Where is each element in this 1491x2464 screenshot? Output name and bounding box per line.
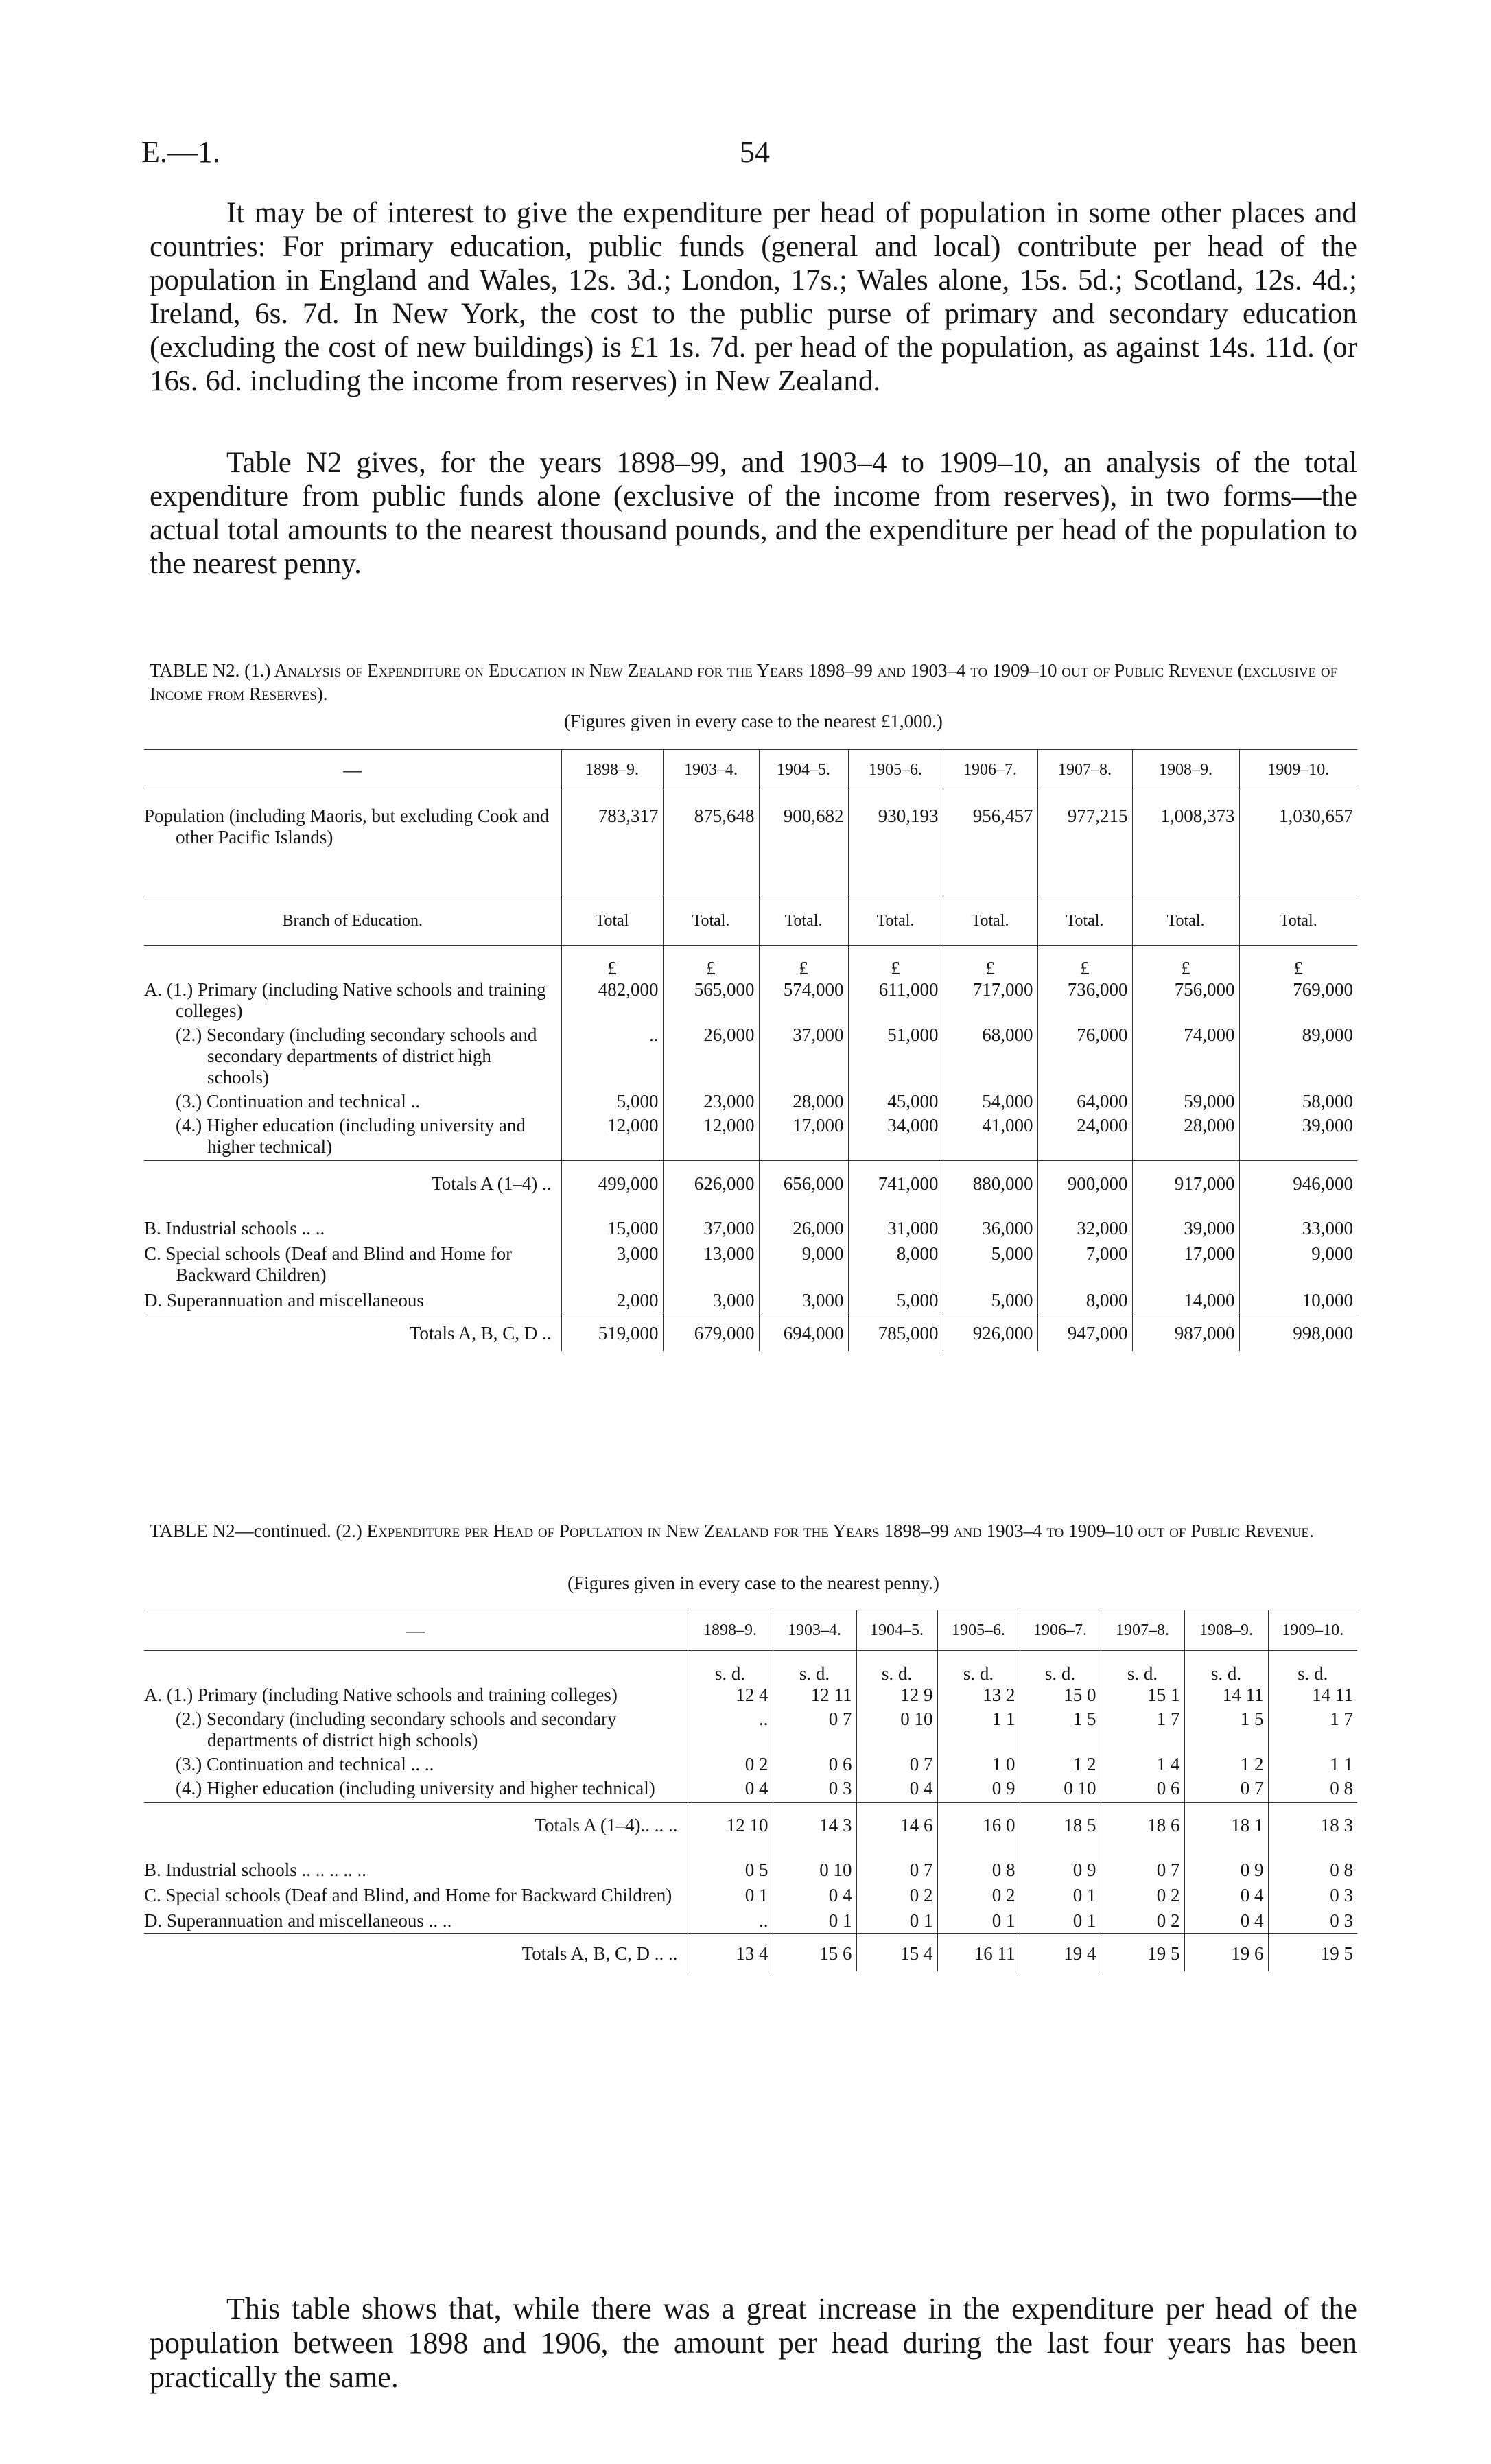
- table1-pound-sign: £: [1132, 946, 1239, 980]
- table1-row-a1-value: 482,000: [561, 979, 663, 1024]
- table2-row-a3-value: 0 7: [856, 1754, 937, 1778]
- table2-totals-a-value: 12 10: [688, 1803, 773, 1849]
- table2-sd-head: s. d.: [773, 1651, 856, 1685]
- intro-paragraph-1: [150, 196, 1357, 398]
- table1-totals-abcd-value: 519,000: [561, 1313, 663, 1352]
- table2-row-d-value: 0 4: [1184, 1908, 1268, 1934]
- table2-row-c: [144, 1882, 1357, 1908]
- table2-row-b-value: 0 7: [856, 1849, 937, 1882]
- table1-row-d-value: 3,000: [759, 1287, 848, 1313]
- table2-row-a2-value: 1 7: [1101, 1709, 1184, 1754]
- table2-year-1: 1903–4.: [773, 1610, 856, 1651]
- table1-branch-header-row: [144, 895, 1357, 946]
- table1-row-a3: [144, 1091, 1357, 1115]
- table2-totals-abcd-value: 13 4: [688, 1934, 773, 1972]
- table1-pound-sign: £: [1037, 946, 1132, 980]
- table1-row-a1-value: 717,000: [943, 979, 1037, 1024]
- table1-row-c-value: 7,000: [1037, 1241, 1132, 1287]
- table1-pound-row: [144, 946, 1357, 980]
- table1-row-b-value: 33,000: [1239, 1207, 1357, 1241]
- table1-totals-a-value: 880,000: [943, 1161, 1037, 1208]
- table1-year-7: 1909–10.: [1239, 750, 1357, 790]
- table2-row-a2-value: ..: [688, 1709, 773, 1754]
- table2-row-a3: [144, 1754, 1357, 1778]
- table2-title: (2.) Expenditure per Head of Population in New Zealand for the Years 1898–99 and 1903–4 to 1909–10 out of Public Revenue.: [336, 1521, 1314, 1541]
- table1-row-b-value: 39,000: [1132, 1207, 1239, 1241]
- table1-row-a1-value: 611,000: [848, 979, 943, 1024]
- table2-row-a2-value: 1 1: [937, 1709, 1020, 1754]
- table1-row-c-value: 5,000: [943, 1241, 1037, 1287]
- closing-paragraph: [150, 2292, 1357, 2395]
- table2-totals-a-value: 14 3: [773, 1803, 856, 1849]
- table1-totals-abcd-label: Totals A, B, C, D ..: [144, 1313, 561, 1352]
- table2-row-d-value: 0 1: [773, 1908, 856, 1934]
- table2-sd-head: s. d.: [1101, 1651, 1184, 1685]
- table2-row-a1-value: 15 1: [1101, 1685, 1184, 1709]
- table1-pound-sign: £: [759, 946, 848, 980]
- table1-row-d-value: 8,000: [1037, 1287, 1132, 1313]
- table2-row-d-value: 0 1: [1020, 1908, 1101, 1934]
- table1-row-b-value: 31,000: [848, 1207, 943, 1241]
- table2-row-a2-value: 1 5: [1020, 1709, 1101, 1754]
- table2-totals-abcd: [144, 1934, 1357, 1972]
- table2-sd-head: s. d.: [937, 1651, 1020, 1685]
- table1-caption: [150, 659, 1357, 705]
- table2-sd-head: s. d.: [1268, 1651, 1357, 1685]
- table2-row-a2-value: 0 10: [856, 1709, 937, 1754]
- table2-row-a3-value: 0 2: [688, 1754, 773, 1778]
- table1-row-a4-label: (4.) Higher education (including university and higher technical): [176, 1115, 526, 1157]
- table2-row-c-value: 0 4: [773, 1882, 856, 1908]
- table2-row-a1-value: 14 11: [1268, 1685, 1357, 1709]
- table2-row-a2-label: (2.) Secondary (including secondary schools and secondary departments of district high schools): [176, 1709, 617, 1750]
- table2-year-4: 1906–7.: [1020, 1610, 1101, 1651]
- table2-totals-a-value: 18 3: [1268, 1803, 1357, 1849]
- table1-totals-a-value: 900,000: [1037, 1161, 1132, 1208]
- table1-row-a3-value: 59,000: [1132, 1091, 1239, 1115]
- table2-row-a1-value: 14 11: [1184, 1685, 1268, 1709]
- table1-total-head-0: Total: [561, 895, 663, 946]
- table1-population-5: 977,215: [1037, 790, 1132, 895]
- table1-year-header-row: [144, 750, 1357, 790]
- table1-label: TABLE N2.: [150, 660, 240, 681]
- table2-row-a4-value: 0 4: [688, 1778, 773, 1803]
- table2-row-c-value: 0 3: [1268, 1882, 1357, 1908]
- table2-row-d-value: ..: [688, 1908, 773, 1934]
- table1-row-c-value: 8,000: [848, 1241, 943, 1287]
- table2-totals-a: [144, 1803, 1357, 1849]
- table1-population-1: 875,648: [663, 790, 759, 895]
- table1-row-a2-value: ..: [561, 1024, 663, 1091]
- table1-row-b: [144, 1207, 1357, 1241]
- table1-row-a2-value: 51,000: [848, 1024, 943, 1091]
- table2-row-a3-value: 1 2: [1020, 1754, 1101, 1778]
- table2-row-a3-value: 0 6: [773, 1754, 856, 1778]
- table2-row-b-value: 0 9: [1020, 1849, 1101, 1882]
- table2-row-a3-label: (3.) Continuation and technical .. ..: [176, 1754, 434, 1774]
- table2-row-a2-value: 1 5: [1184, 1709, 1268, 1754]
- table1-title: (1.) Analysis of Expenditure on Education in New Zealand for the Years 1898–99 and 1903–4 to 1909–10 out of Public Revenue (exclusive of Income from Reserves).: [150, 660, 1338, 704]
- table1-row-a3-value: 28,000: [759, 1091, 848, 1115]
- table1-row-a1-value: 756,000: [1132, 979, 1239, 1024]
- table2-row-c-value: 0 2: [856, 1882, 937, 1908]
- table2-row-d-label: D. Superannuation and miscellaneous .. ..: [144, 1910, 452, 1931]
- table2-totals-abcd-value: 19 5: [1268, 1934, 1357, 1972]
- table1-row-a3-value: 58,000: [1239, 1091, 1357, 1115]
- table2-row-a4-value: 0 7: [1184, 1778, 1268, 1803]
- table2-row-a4-value: 0 4: [856, 1778, 937, 1803]
- table1-row-b-value: 32,000: [1037, 1207, 1132, 1241]
- table1-row-a3-label: (3.) Continuation and technical ..: [176, 1091, 421, 1112]
- table1-population-4: 956,457: [943, 790, 1037, 895]
- table1-population-3: 930,193: [848, 790, 943, 895]
- table1-population-2: 900,682: [759, 790, 848, 895]
- table1-row-a1-value: 565,000: [663, 979, 759, 1024]
- table2-row-b-value: 0 9: [1184, 1849, 1268, 1882]
- table1-row-a2-value: 37,000: [759, 1024, 848, 1091]
- table1-population-6: 1,008,373: [1132, 790, 1239, 895]
- table1-row-a4-value: 12,000: [561, 1115, 663, 1161]
- table2-note: (Figures given in every case to the nearest penny.): [567, 1573, 939, 1593]
- closing-text: This table shows that, while there was a great increase in the expenditure per head of the population between 1898 and 1906, the amount per head during the last four years has been practically the same.: [150, 2292, 1357, 2394]
- intro-p2-text: Table N2 gives, for the years 1898–99, and 1903–4 to 1909–10, an analysis of the total expenditure from public funds alone (exclusive of the income from reserves), in two forms—the actual total amounts to the nearest thousand pounds, and the expenditure per head of the population to the nearest penny.: [150, 447, 1357, 580]
- table1-total-head-3: Total.: [848, 895, 943, 946]
- table1-row-a2-label: (2.) Secondary (including secondary schools and secondary departments of district high schools): [176, 1024, 537, 1088]
- table2-year-6: 1908–9.: [1184, 1610, 1268, 1651]
- table1-population-label: Population (including Maoris, but excluding Cook and other Pacific Islands): [144, 790, 561, 895]
- table2: [144, 1610, 1357, 1971]
- table2-year-header-row: [144, 1610, 1357, 1651]
- table1-year-1: 1903–4.: [663, 750, 759, 790]
- table1-row-a4-value: 34,000: [848, 1115, 943, 1161]
- table1-row-d-label: D. Superannuation and miscellaneous: [144, 1290, 424, 1311]
- table2-row-a2-value: 0 7: [773, 1709, 856, 1754]
- table2-totals-a-value: 18 5: [1020, 1803, 1101, 1849]
- table1-pound-sign: £: [561, 946, 663, 980]
- table2-year-5: 1907–8.: [1101, 1610, 1184, 1651]
- table2-totals-abcd-label: Totals A, B, C, D .. ..: [144, 1934, 688, 1972]
- table2-row-b-value: 0 7: [1101, 1849, 1184, 1882]
- table2-row-a1-label: A. (1.) Primary (including Native schools and training colleges): [144, 1685, 618, 1705]
- table1-population-0: 783,317: [561, 790, 663, 895]
- table2-totals-abcd-value: 19 4: [1020, 1934, 1101, 1972]
- table2-caption: [150, 1519, 1357, 1542]
- table1-row-d-value: 5,000: [943, 1287, 1037, 1313]
- table1-row-b-value: 36,000: [943, 1207, 1037, 1241]
- table2-row-a1-value: 12 9: [856, 1685, 937, 1709]
- table2-row-c-value: 0 2: [937, 1882, 1020, 1908]
- table2-row-a4-value: 0 8: [1268, 1778, 1357, 1803]
- table1-row-a3-value: 54,000: [943, 1091, 1037, 1115]
- table2-totals-a-value: 18 1: [1184, 1803, 1268, 1849]
- table2-row-a4-value: 0 6: [1101, 1778, 1184, 1803]
- table1-totals-abcd-value: 987,000: [1132, 1313, 1239, 1352]
- table2-row-d: [144, 1908, 1357, 1934]
- table2-row-b-value: 0 8: [937, 1849, 1020, 1882]
- table2-row-d-value: 0 2: [1101, 1908, 1184, 1934]
- table1-row-a2-value: 74,000: [1132, 1024, 1239, 1091]
- table1-row-a4-value: 24,000: [1037, 1115, 1132, 1161]
- table1-row-d-value: 3,000: [663, 1287, 759, 1313]
- table2-row-a2: [144, 1709, 1357, 1754]
- table1-row-c: [144, 1241, 1357, 1287]
- table1-note: (Figures given in every case to the nearest £1,000.): [564, 711, 943, 731]
- table1-year-6: 1908–9.: [1132, 750, 1239, 790]
- table1: [144, 749, 1357, 1351]
- table2-row-a4-label: (4.) Higher education (including university and higher technical): [176, 1778, 655, 1798]
- table1-row-d: [144, 1287, 1357, 1313]
- table1-row-a4-value: 41,000: [943, 1115, 1037, 1161]
- table2-totals-abcd-value: 15 4: [856, 1934, 937, 1972]
- table1-population-7: 1,030,657: [1239, 790, 1357, 895]
- table2-label: TABLE N2—continued.: [150, 1521, 331, 1541]
- intro-paragraph-2: [150, 446, 1357, 580]
- table2-totals-a-value: 16 0: [937, 1803, 1020, 1849]
- table1-row-c-value: 13,000: [663, 1241, 759, 1287]
- table2-row-d-value: 0 3: [1268, 1908, 1357, 1934]
- table1-row-c-value: 9,000: [1239, 1241, 1357, 1287]
- table2-sd-head: s. d.: [1020, 1651, 1101, 1685]
- table1-year-2: 1904–5.: [759, 750, 848, 790]
- table1-row-b-label: B. Industrial schools .. ..: [144, 1218, 325, 1239]
- table1-row-a1-value: 769,000: [1239, 979, 1357, 1024]
- table2-row-a1: [144, 1685, 1357, 1709]
- table1-row-a4-value: 28,000: [1132, 1115, 1239, 1161]
- table1-row-c-value: 17,000: [1132, 1241, 1239, 1287]
- table1-row-a1-value: 736,000: [1037, 979, 1132, 1024]
- table1-pound-sign: £: [943, 946, 1037, 980]
- table1-total-head-2: Total.: [759, 895, 848, 946]
- table2-row-c-value: 0 1: [688, 1882, 773, 1908]
- table2-row-a1-value: 12 4: [688, 1685, 773, 1709]
- table1-row-a3-value: 45,000: [848, 1091, 943, 1115]
- table2-totals-abcd-value: 19 6: [1184, 1934, 1268, 1972]
- table1-totals-a-value: 741,000: [848, 1161, 943, 1208]
- table1-total-head-6: Total.: [1132, 895, 1239, 946]
- page-header-code: E.—1.: [141, 135, 220, 169]
- table2-sd-head: s. d.: [688, 1651, 773, 1685]
- table1-year-5: 1907–8.: [1037, 750, 1132, 790]
- table2-sd-head: s. d.: [856, 1651, 937, 1685]
- table2-totals-a-label: Totals A (1–4).. .. ..: [144, 1803, 688, 1849]
- table1-year-3: 1905–6.: [848, 750, 943, 790]
- table1-row-a1-label: A. (1.) Primary (including Native schools and training colleges): [144, 979, 546, 1021]
- table2-row-a4-value: 0 10: [1020, 1778, 1101, 1803]
- table1-totals-abcd-value: 694,000: [759, 1313, 848, 1352]
- table2-row-b-value: 0 8: [1268, 1849, 1357, 1882]
- table1-row-c-value: 9,000: [759, 1241, 848, 1287]
- table1-row-a4-value: 12,000: [663, 1115, 759, 1161]
- table2-row-a3-value: 1 1: [1268, 1754, 1357, 1778]
- table2-row-c-label: C. Special schools (Deaf and Blind, and Home for Backward Children): [144, 1885, 672, 1905]
- table2-totals-a-value: 14 6: [856, 1803, 937, 1849]
- table1-population-row: [144, 790, 1357, 895]
- table1-row-a2-value: 76,000: [1037, 1024, 1132, 1091]
- page-number: 54: [740, 135, 770, 169]
- table2-row-b-value: 0 5: [688, 1849, 773, 1882]
- table2-row-c-value: 0 1: [1020, 1882, 1101, 1908]
- table1-row-a4-value: 17,000: [759, 1115, 848, 1161]
- table2-totals-a-value: 18 6: [1101, 1803, 1184, 1849]
- table1-row-a4: [144, 1115, 1357, 1161]
- table1-totals-a-value: 917,000: [1132, 1161, 1239, 1208]
- table1-dash: —: [144, 750, 561, 790]
- table2-totals-abcd-value: 16 11: [937, 1934, 1020, 1972]
- table2-row-c-value: 0 4: [1184, 1882, 1268, 1908]
- table1-row-c-label: C. Special schools (Deaf and Blind and Home for Backward Children): [144, 1243, 513, 1285]
- table2-dash: —: [144, 1610, 688, 1651]
- table2-row-a1-value: 12 11: [773, 1685, 856, 1709]
- table2-row-a4: [144, 1778, 1357, 1803]
- table1-row-d-value: 14,000: [1132, 1287, 1239, 1313]
- table1-row-a2-value: 68,000: [943, 1024, 1037, 1091]
- table2-row-c-value: 0 2: [1101, 1882, 1184, 1908]
- table2-row-a3-value: 1 0: [937, 1754, 1020, 1778]
- table1-row-d-value: 2,000: [561, 1287, 663, 1313]
- table1-row-c-value: 3,000: [561, 1241, 663, 1287]
- table1-row-a3-value: 5,000: [561, 1091, 663, 1115]
- table2-row-a4-value: 0 3: [773, 1778, 856, 1803]
- table2-row-a1-value: 13 2: [937, 1685, 1020, 1709]
- table1-row-a2-value: 89,000: [1239, 1024, 1357, 1091]
- table1-total-head-4: Total.: [943, 895, 1037, 946]
- intro-p1-text: It may be of interest to give the expenditure per head of population in some other places and countries: For primary education, public funds (general and local) contribute per head of the population in England and Wales, 12s. 3d.; London, 17s.; Wales alone, 15s. 5d.; Scotland, 12s. 4d.; Ireland, 6s. 7d. In New York, the cost to the public purse of primary and secondary education (excluding the cost of new buildings) is £1 1s. 7d. per head of the population, as against 14s. 11d. (or 16s. 6d. including the income from reserves) in New Zealand.: [150, 197, 1357, 397]
- table1-totals-a-value: 626,000: [663, 1161, 759, 1208]
- table2-sd-head: s. d.: [1184, 1651, 1268, 1685]
- table1-row-b-value: 26,000: [759, 1207, 848, 1241]
- table1-branch-label: Branch of Education.: [144, 895, 561, 946]
- table1-totals-a-value: 656,000: [759, 1161, 848, 1208]
- table1-row-b-value: 15,000: [561, 1207, 663, 1241]
- table1-totals-a-value: 499,000: [561, 1161, 663, 1208]
- table2-row-b-value: 0 10: [773, 1849, 856, 1882]
- table1-totals-abcd-value: 947,000: [1037, 1313, 1132, 1352]
- table2-totals-abcd-value: 19 5: [1101, 1934, 1184, 1972]
- table2-year-7: 1909–10.: [1268, 1610, 1357, 1651]
- table1-year-0: 1898–9.: [561, 750, 663, 790]
- table2-row-a2-value: 1 7: [1268, 1709, 1357, 1754]
- table1-totals-a-value: 946,000: [1239, 1161, 1357, 1208]
- table1-totals-abcd-value: 926,000: [943, 1313, 1037, 1352]
- table1-row-a1: [144, 979, 1357, 1024]
- table1-row-b-value: 37,000: [663, 1207, 759, 1241]
- table2-row-b-label: B. Industrial schools .. .. .. .. ..: [144, 1859, 366, 1880]
- table1-row-a1-value: 574,000: [759, 979, 848, 1024]
- table1-total-head-5: Total.: [1037, 895, 1132, 946]
- table1-pound-sign: £: [1239, 946, 1357, 980]
- table2-row-a4-value: 0 9: [937, 1778, 1020, 1803]
- table1-total-head-1: Total.: [663, 895, 759, 946]
- table2-year-0: 1898–9.: [688, 1610, 773, 1651]
- table2-row-a1-value: 15 0: [1020, 1685, 1101, 1709]
- table2-year-2: 1904–5.: [856, 1610, 937, 1651]
- table2-row-a3-value: 1 4: [1101, 1754, 1184, 1778]
- table1-row-a3-value: 64,000: [1037, 1091, 1132, 1115]
- table1-totals-abcd-value: 998,000: [1239, 1313, 1357, 1352]
- table2-row-b: [144, 1849, 1357, 1882]
- table1-pound-sign: £: [663, 946, 759, 980]
- table1-row-a2: [144, 1024, 1357, 1091]
- table2-row-d-value: 0 1: [937, 1908, 1020, 1934]
- table1-row-a2-value: 26,000: [663, 1024, 759, 1091]
- table1-row-a3-value: 23,000: [663, 1091, 759, 1115]
- table1-year-4: 1906–7.: [943, 750, 1037, 790]
- table1-totals-abcd: [144, 1313, 1357, 1352]
- table1-totals-abcd-value: 785,000: [848, 1313, 943, 1352]
- table1-row-a4-value: 39,000: [1239, 1115, 1357, 1161]
- table1-row-d-value: 10,000: [1239, 1287, 1357, 1313]
- table1-pound-sign: £: [848, 946, 943, 980]
- table2-row-a3-value: 1 2: [1184, 1754, 1268, 1778]
- table2-year-3: 1905–6.: [937, 1610, 1020, 1651]
- table2-row-d-value: 0 1: [856, 1908, 937, 1934]
- table1-total-head-7: Total.: [1239, 895, 1357, 946]
- table1-row-d-value: 5,000: [848, 1287, 943, 1313]
- table2-totals-abcd-value: 15 6: [773, 1934, 856, 1972]
- table1-totals-a: [144, 1161, 1357, 1208]
- table1-totals-abcd-value: 679,000: [663, 1313, 759, 1352]
- table2-sd-row: [144, 1651, 1357, 1685]
- table1-totals-a-label: Totals A (1–4) ..: [144, 1161, 561, 1208]
